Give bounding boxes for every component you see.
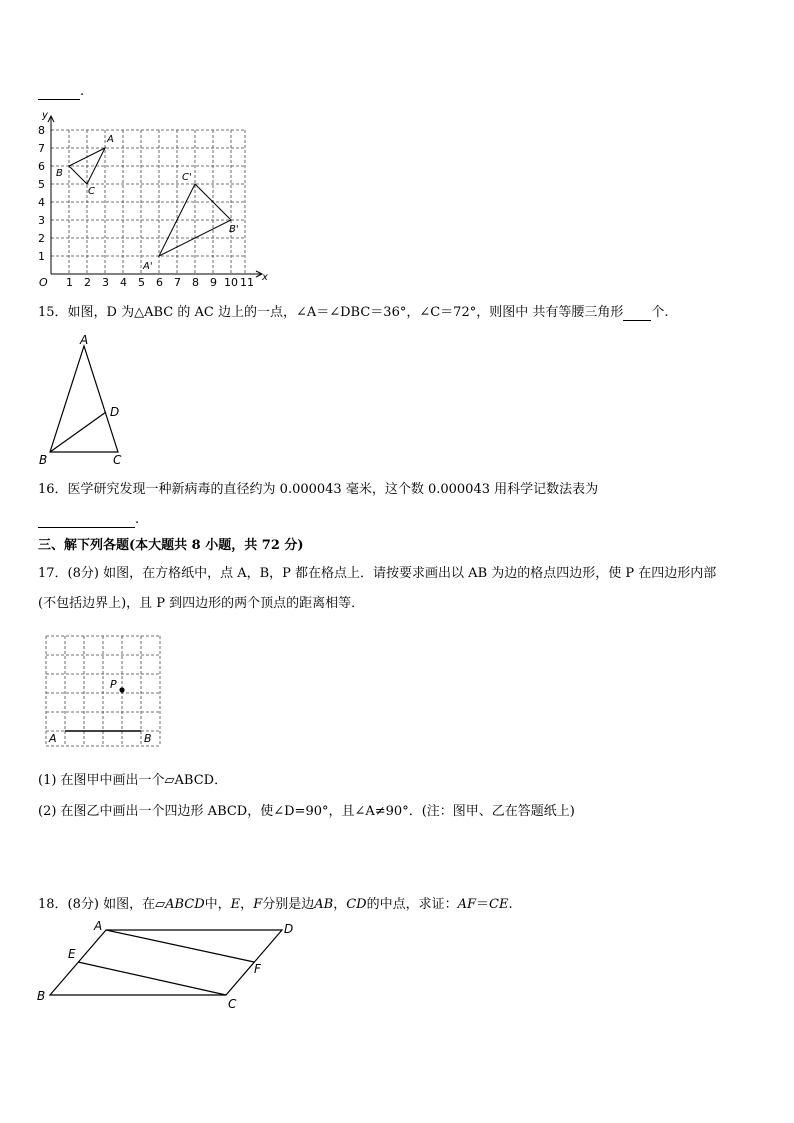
x-tick: 11 bbox=[240, 276, 254, 289]
q17-grid-figure bbox=[40, 630, 166, 752]
y-tick-labels bbox=[38, 124, 45, 263]
label-c: C bbox=[113, 453, 122, 467]
label-b: B bbox=[37, 989, 46, 1003]
label-b: B bbox=[144, 732, 152, 745]
y-tick: 3 bbox=[38, 214, 45, 227]
label-e: E bbox=[68, 947, 76, 961]
point-p bbox=[119, 687, 124, 692]
x-tick: 10 bbox=[224, 276, 238, 289]
q14-coordinate-grid bbox=[30, 108, 275, 290]
grid-lines bbox=[46, 636, 160, 746]
y-tick: 2 bbox=[38, 232, 45, 245]
q18-abcd: ABCD bbox=[165, 897, 205, 912]
q18-text: ， bbox=[240, 897, 254, 912]
q18-text: ， bbox=[333, 897, 347, 912]
q18-e: E bbox=[230, 897, 241, 912]
q18-text: . bbox=[508, 897, 513, 912]
segment-af bbox=[106, 930, 254, 962]
q14-answer-line bbox=[38, 84, 84, 100]
q14-period: . bbox=[80, 84, 85, 99]
x-tick: 9 bbox=[210, 276, 217, 289]
q18-ce: CE bbox=[489, 897, 509, 912]
label-b: B bbox=[56, 168, 63, 179]
q18-text: ＝ bbox=[476, 897, 490, 912]
triangle-abc bbox=[50, 346, 118, 452]
point-labels bbox=[56, 134, 239, 272]
q18-parallelogram-figure bbox=[32, 918, 302, 1010]
label-f: F bbox=[254, 962, 261, 976]
y-tick: 6 bbox=[38, 160, 45, 173]
q15-text-end: 个. bbox=[651, 305, 669, 320]
q16-text: 16．医学研究发现一种新病毒的直径约为 0.000043 毫米，这个数 0.000043 用科学记数法表为 bbox=[38, 482, 599, 497]
q16-question bbox=[38, 482, 598, 498]
label-a: A bbox=[49, 732, 57, 745]
q16-answer-line bbox=[38, 512, 139, 528]
segment-bd bbox=[50, 412, 106, 452]
label-b: B bbox=[39, 453, 48, 467]
y-tick: 4 bbox=[38, 196, 45, 209]
q17-line2: (不包括边界上)，且 P 到四边形的两个顶点的距离相等． bbox=[38, 596, 365, 611]
q15-text: 15．如图，D 为△ABC 的 AC 边上的一点，∠A＝∠DBC＝36°，∠C＝72°，则图中 共有等腰三角形 bbox=[38, 305, 624, 320]
x-tick: 2 bbox=[84, 276, 91, 289]
q15-triangle-figure bbox=[30, 332, 140, 470]
label-d: D bbox=[284, 922, 294, 936]
origin-label: O bbox=[39, 276, 48, 289]
q18-af: AF bbox=[457, 897, 477, 912]
x-tick: 4 bbox=[120, 276, 127, 289]
segment-ec bbox=[78, 962, 226, 995]
vertex-labels bbox=[37, 919, 293, 1010]
q16-period: . bbox=[135, 512, 140, 527]
point-labels bbox=[48, 678, 152, 745]
answer-blank[interactable] bbox=[623, 306, 651, 321]
q18-text: 中， bbox=[204, 897, 231, 912]
y-tick: 5 bbox=[38, 178, 45, 191]
q18-question bbox=[38, 897, 513, 913]
parallelogram-abcd bbox=[50, 930, 282, 995]
label-a: A bbox=[107, 134, 114, 145]
label-c-prime: C' bbox=[182, 172, 192, 183]
q18-text: 18．(8分) 如图，在▱ bbox=[38, 897, 166, 912]
x-tick: 6 bbox=[156, 276, 163, 289]
label-b-prime: B' bbox=[229, 224, 239, 235]
x-tick-labels bbox=[66, 276, 254, 289]
x-tick: 3 bbox=[102, 276, 109, 289]
label-d: D bbox=[110, 405, 120, 419]
q15-question bbox=[38, 305, 669, 321]
grid-lines bbox=[51, 130, 245, 274]
y-axis-label: y bbox=[42, 110, 48, 121]
answer-blank[interactable] bbox=[38, 513, 135, 528]
y-tick: 8 bbox=[38, 124, 45, 137]
section-heading: 三、解下列各题(本大题共 8 小题，共 72 分) bbox=[38, 538, 304, 553]
axes bbox=[48, 116, 262, 277]
q18-cd: CD bbox=[346, 897, 367, 912]
x-tick: 7 bbox=[174, 276, 181, 289]
q18-text: 分别是边 bbox=[262, 897, 315, 912]
q17-line1: 17．(8分) 如图，在方格纸中，点 A，B，P 都在格点上．请按要求画出以 AB 为边的格点四边形，使 P 在四边形内部 bbox=[38, 566, 717, 581]
label-a-prime: A' bbox=[143, 261, 153, 272]
q18-f: F bbox=[253, 897, 263, 912]
x-tick: 1 bbox=[66, 276, 73, 289]
answer-blank[interactable] bbox=[38, 85, 80, 100]
y-tick: 7 bbox=[38, 142, 45, 155]
q17-sub1: (1) 在图甲中画出一个▱ABCD． bbox=[38, 773, 228, 788]
q18-ab: AB bbox=[314, 897, 334, 912]
label-c: C bbox=[228, 997, 237, 1010]
label-a: A bbox=[80, 333, 89, 347]
q17-sub2: (2) 在图乙中画出一个四边形 ABCD，使∠D=90°，且∠A≠90°．(注：图甲、乙在答题纸上) bbox=[38, 804, 575, 819]
x-axis-label: x bbox=[262, 272, 268, 283]
label-p: P bbox=[110, 678, 117, 691]
x-tick: 5 bbox=[138, 276, 145, 289]
q18-text: 的中点，求证： bbox=[366, 897, 458, 912]
y-tick: 1 bbox=[38, 250, 45, 263]
label-a: A bbox=[94, 919, 103, 933]
x-tick: 8 bbox=[192, 276, 199, 289]
label-c: C bbox=[88, 186, 95, 197]
